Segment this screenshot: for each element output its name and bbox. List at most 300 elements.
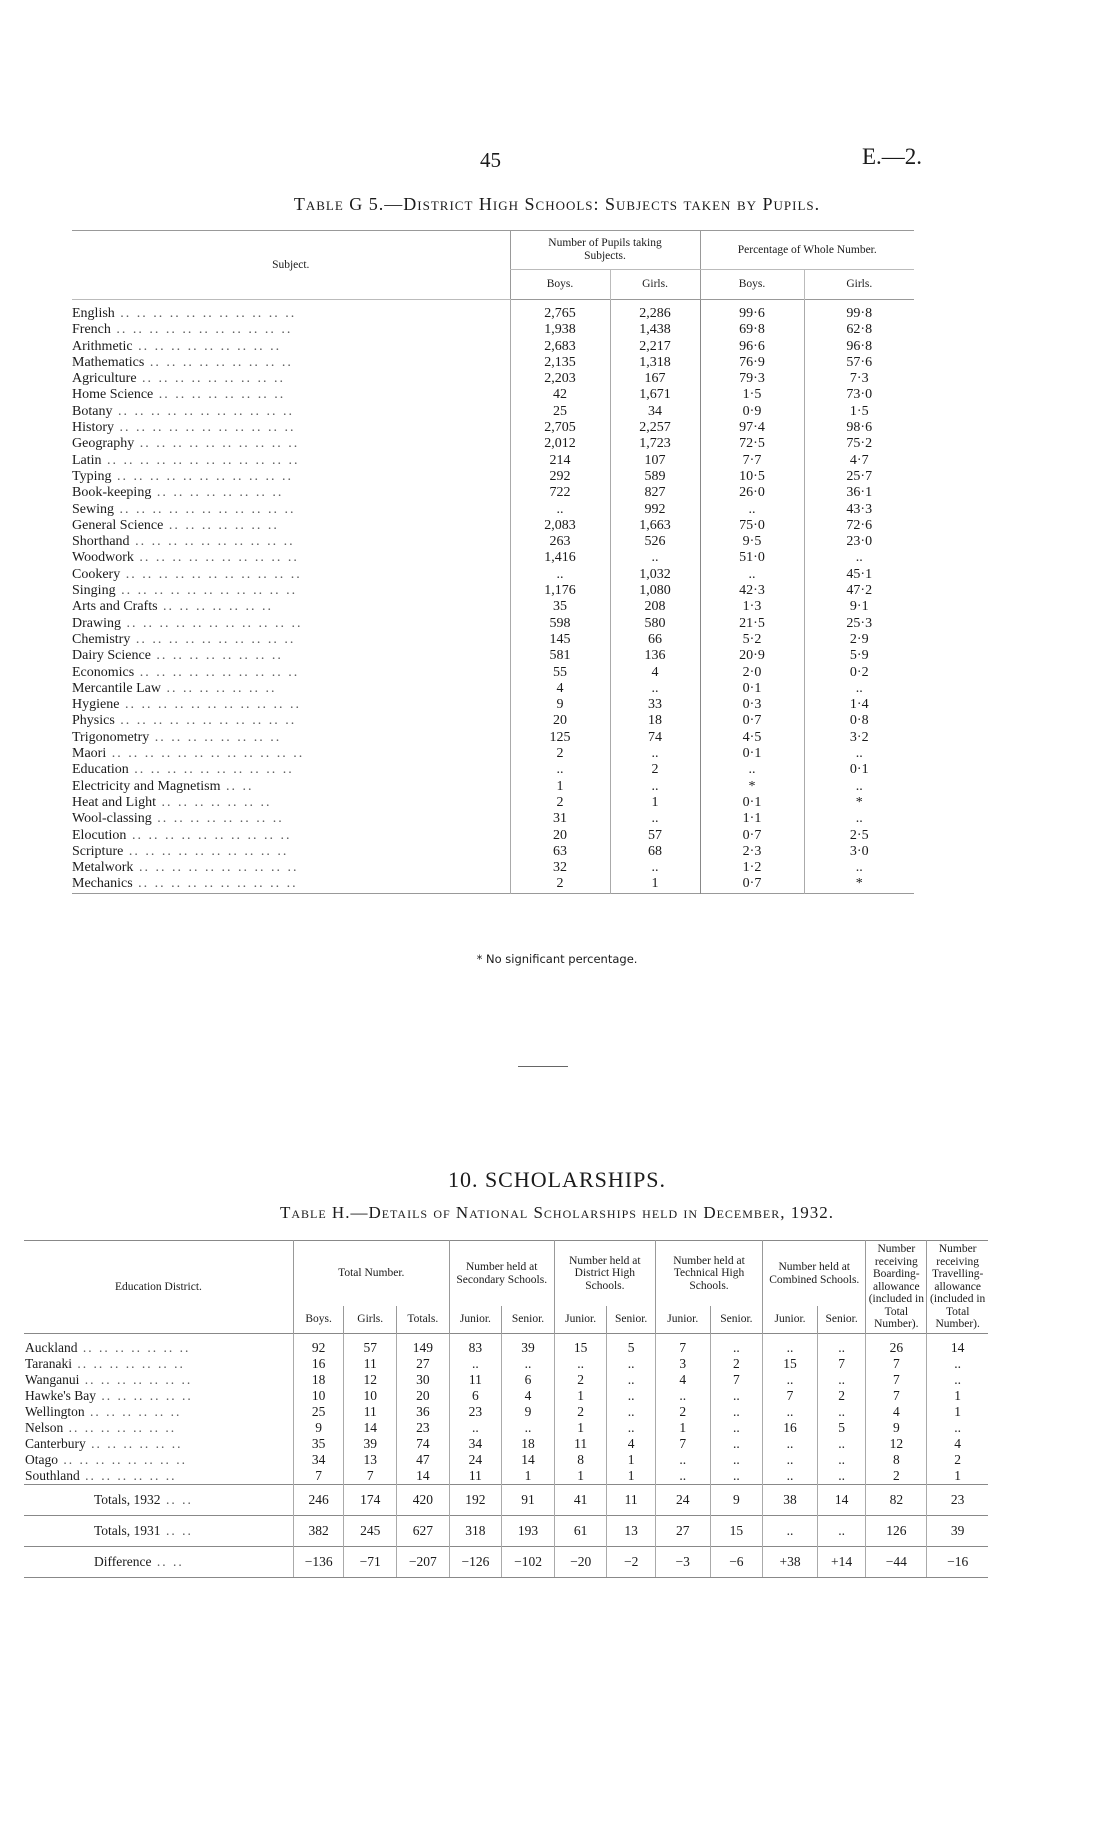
g5-pct-boys: 0·7: [700, 876, 804, 893]
g5-footnote: * No significant percentage.: [476, 952, 638, 966]
h-comb-senior: 5: [817, 1420, 865, 1436]
g5-pct-boys: 5·2: [700, 632, 804, 648]
table-row: [72, 876, 914, 893]
g5-girls: 2,286: [610, 300, 700, 323]
table-row: [72, 697, 914, 713]
h-sec-senior: 91: [502, 1484, 555, 1515]
table-row: [72, 550, 914, 566]
h-sec-junior: −126: [449, 1546, 502, 1577]
g5-pct-boys: 0·3: [700, 697, 804, 713]
g5-subject: Typing .. .. .. .. .. .. .. .. .. .. ..: [72, 468, 293, 484]
g5-header-percentage: Percentage of Whole Number.: [700, 231, 914, 270]
h-travelling: 2: [927, 1452, 988, 1468]
h-district: Totals, 1932 .. ..: [24, 1484, 293, 1515]
g5-pct-boys: *: [700, 779, 804, 795]
h-boys: 382: [293, 1515, 344, 1546]
g5-girls: ..: [610, 550, 700, 566]
table-row: [24, 1404, 988, 1420]
h-totals: 30: [397, 1372, 450, 1388]
h-totals: 420: [397, 1484, 450, 1515]
h-tech-junior: ..: [655, 1468, 710, 1485]
g5-boys: 2,135: [510, 355, 610, 371]
h-comb-senior: ..: [817, 1452, 865, 1468]
g5-header-boys: Boys.: [510, 270, 610, 300]
h-totals: 27: [397, 1356, 450, 1372]
table-row: [72, 583, 914, 599]
h-header-tech-junior: Junior.: [655, 1306, 710, 1333]
g5-pct-boys: 21·5: [700, 616, 804, 632]
h-sec-senior: 9: [502, 1404, 555, 1420]
table-row: [24, 1333, 988, 1356]
h-boys: 18: [293, 1372, 344, 1388]
g5-subject: Home Science .. .. .. .. .. .. .. ..: [72, 387, 286, 403]
h-boys: 246: [293, 1484, 344, 1515]
h-boys: 35: [293, 1436, 344, 1452]
table-row: [72, 665, 914, 681]
h-boarding: −44: [866, 1546, 927, 1577]
g5-subject: Electricity and Magnetism .. ..: [72, 778, 254, 794]
g5-pct-girls: 47·2: [804, 583, 914, 599]
h-header-total: Total Number.: [293, 1241, 449, 1307]
g5-boys: 20: [510, 828, 610, 844]
h-tech-senior: ..: [710, 1404, 763, 1420]
g5-girls: ..: [610, 779, 700, 795]
h-tech-junior: −3: [655, 1546, 710, 1577]
h-dhs-senior: 11: [607, 1484, 655, 1515]
h-sec-senior: 4: [502, 1388, 555, 1404]
g5-girls: 1,318: [610, 355, 700, 371]
g5-pct-girls: 7·3: [804, 371, 914, 387]
table-row: [24, 1436, 988, 1452]
g5-pct-girls: 43·3: [804, 502, 914, 518]
g5-pct-boys: 1·1: [700, 811, 804, 827]
g5-subject: Mercantile Law .. .. .. .. .. .. ..: [72, 680, 277, 696]
h-girls: 57: [344, 1333, 397, 1356]
h-girls: 12: [344, 1372, 397, 1388]
g5-pct-boys: 76·9: [700, 355, 804, 371]
g5-pct-boys: 0·9: [700, 404, 804, 420]
g5-girls: 1,663: [610, 518, 700, 534]
h-boarding: 7: [866, 1356, 927, 1372]
h-header-secondary: Number held at Secondary Schools.: [449, 1241, 554, 1307]
h-comb-junior: 38: [763, 1484, 818, 1515]
g5-girls: 1,671: [610, 387, 700, 403]
g5-girls: ..: [610, 811, 700, 827]
g5-subject: Economics .. .. .. .. .. .. .. .. .. ..: [72, 664, 300, 680]
h-girls: 14: [344, 1420, 397, 1436]
h-comb-junior: 16: [763, 1420, 818, 1436]
h-boys: 7: [293, 1468, 344, 1485]
g5-pct-boys: 1·3: [700, 599, 804, 615]
h-boarding: 12: [866, 1436, 927, 1452]
g5-header-subject: Subject.: [72, 231, 510, 300]
table-row: [24, 1452, 988, 1468]
h-comb-senior: ..: [817, 1515, 865, 1546]
h-tech-junior: 24: [655, 1484, 710, 1515]
g5-boys: ..: [510, 502, 610, 518]
g5-subject: General Science .. .. .. .. .. .. ..: [72, 517, 279, 533]
g5-boys: ..: [510, 762, 610, 778]
h-tech-junior: 2: [655, 1404, 710, 1420]
g5-pct-girls: 2·5: [804, 828, 914, 844]
g5-pct-girls: 3·0: [804, 844, 914, 860]
table-row: [24, 1356, 988, 1372]
g5-pct-boys: ..: [700, 762, 804, 778]
g5-subject: Heat and Light .. .. .. .. .. .. ..: [72, 794, 272, 810]
h-sec-junior: ..: [449, 1356, 502, 1372]
h-sec-senior: 193: [502, 1515, 555, 1546]
h-boarding: 9: [866, 1420, 927, 1436]
h-tech-senior: ..: [710, 1420, 763, 1436]
h-comb-junior: ..: [763, 1515, 818, 1546]
h-sec-junior: 11: [449, 1372, 502, 1388]
h-tech-senior: ..: [710, 1388, 763, 1404]
h-totals: [24, 1484, 988, 1577]
h-district: Difference .. ..: [24, 1546, 293, 1577]
g5-subject: Hygiene .. .. .. .. .. .. .. .. .. .. ..: [72, 697, 301, 713]
g5-subject: Shorthand .. .. .. .. .. .. .. .. .. ..: [72, 534, 295, 550]
g5-boys: 35: [510, 599, 610, 615]
h-sec-senior: 14: [502, 1452, 555, 1468]
table-row: [72, 355, 914, 371]
h-travelling: 1: [927, 1388, 988, 1404]
table-row: [72, 567, 914, 583]
table-row: [24, 1468, 988, 1485]
h-tech-junior: 4: [655, 1372, 710, 1388]
h-travelling: ..: [927, 1420, 988, 1436]
h-sec-junior: 192: [449, 1484, 502, 1515]
h-comb-senior: ..: [817, 1333, 865, 1356]
h-travelling: 14: [927, 1333, 988, 1356]
h-totals: 23: [397, 1420, 450, 1436]
table-row: [24, 1420, 988, 1436]
h-dhs-senior: ..: [607, 1388, 655, 1404]
g5-girls: 4: [610, 665, 700, 681]
g5-pct-girls: 0·8: [804, 713, 914, 729]
g5-boys: ..: [510, 567, 610, 583]
table-row: [72, 762, 914, 778]
h-travelling: 23: [927, 1484, 988, 1515]
h-dhs-junior: 1: [554, 1468, 607, 1485]
h-comb-senior: 7: [817, 1356, 865, 1372]
h-girls: 10: [344, 1388, 397, 1404]
g5-girls: 57: [610, 828, 700, 844]
table-g5: [72, 230, 914, 894]
h-sec-junior: 6: [449, 1388, 502, 1404]
g5-subject: Cookery .. .. .. .. .. .. .. .. .. .. ..: [72, 566, 302, 582]
g5-subject: French .. .. .. .. .. .. .. .. .. .. ..: [72, 322, 293, 338]
g5-pct-boys: 9·5: [700, 534, 804, 550]
g5-pct-boys: ..: [700, 502, 804, 518]
g5-pct-boys: 79·3: [700, 371, 804, 387]
g5-boys: 145: [510, 632, 610, 648]
h-district: Canterbury .. .. .. .. .. ..: [25, 1435, 183, 1451]
h-header-combined: Number held at Combined Schools.: [763, 1241, 866, 1307]
g5-pct-girls: *: [804, 795, 914, 811]
g5-boys: 2,683: [510, 339, 610, 355]
h-district: Auckland .. .. .. .. .. .. ..: [25, 1339, 191, 1355]
h-tech-junior: ..: [655, 1452, 710, 1468]
h-travelling: ..: [927, 1372, 988, 1388]
g5-subject: Dairy Science .. .. .. .. .. .. .. ..: [72, 648, 283, 664]
h-girls: 174: [344, 1484, 397, 1515]
g5-pct-boys: 0·1: [700, 795, 804, 811]
h-sec-senior: ..: [502, 1420, 555, 1436]
h-comb-senior: ..: [817, 1468, 865, 1485]
document-code: E.—2.: [862, 144, 923, 169]
h-district: Taranaki .. .. .. .. .. .. ..: [25, 1355, 185, 1371]
h-dhs-senior: 5: [607, 1333, 655, 1356]
h-comb-senior: ..: [817, 1436, 865, 1452]
g5-girls: 68: [610, 844, 700, 860]
g5-pct-girls: 4·7: [804, 453, 914, 469]
h-district: Southland .. .. .. .. .. ..: [25, 1467, 177, 1483]
g5-subject: Trigonometry .. .. .. .. .. .. .. ..: [72, 729, 282, 745]
g5-girls: 167: [610, 371, 700, 387]
h-dhs-senior: −2: [607, 1546, 655, 1577]
g5-pct-girls: 2·9: [804, 632, 914, 648]
g5-subject: Arts and Crafts .. .. .. .. .. .. ..: [72, 599, 274, 615]
h-boarding: 4: [866, 1404, 927, 1420]
g5-girls: 580: [610, 616, 700, 632]
h-dhs-junior: 15: [554, 1333, 607, 1356]
h-comb-junior: +38: [763, 1546, 818, 1577]
h-totals: 47: [397, 1452, 450, 1468]
g5-pct-boys: 75·0: [700, 518, 804, 534]
g5-boys: 2,083: [510, 518, 610, 534]
h-boys: −136: [293, 1546, 344, 1577]
table-row: [72, 453, 914, 469]
h-totals: 14: [397, 1468, 450, 1485]
g5-boys: 1: [510, 779, 610, 795]
h-district: Wanganui .. .. .. .. .. .. ..: [25, 1371, 193, 1387]
h-header-comb-senior: Senior.: [817, 1306, 865, 1333]
g5-pct-boys: 20·9: [700, 648, 804, 664]
h-travelling: ..: [927, 1356, 988, 1372]
h-comb-senior: 2: [817, 1388, 865, 1404]
g5-pct-girls: ..: [804, 746, 914, 762]
g5-subject: Metalwork .. .. .. .. .. .. .. .. .. ..: [72, 860, 299, 876]
g5-boys: 20: [510, 713, 610, 729]
h-boys: 16: [293, 1356, 344, 1372]
g5-boys: 1,416: [510, 550, 610, 566]
h-comb-senior: 14: [817, 1484, 865, 1515]
g5-girls: 33: [610, 697, 700, 713]
h-sec-junior: 11: [449, 1468, 502, 1485]
g5-boys: 31: [510, 811, 610, 827]
g5-subject: Drawing .. .. .. .. .. .. .. .. .. .. ..: [72, 615, 303, 631]
g5-boys: 214: [510, 453, 610, 469]
g5-subject: Agriculture .. .. .. .. .. .. .. .. ..: [72, 371, 286, 387]
h-sec-junior: 34: [449, 1436, 502, 1452]
g5-boys: 4: [510, 681, 610, 697]
g5-pct-girls: 57·6: [804, 355, 914, 371]
h-boarding: 8: [866, 1452, 927, 1468]
h-tech-junior: 27: [655, 1515, 710, 1546]
h-travelling: 1: [927, 1404, 988, 1420]
table-row: [72, 339, 914, 355]
h-comb-junior: ..: [763, 1333, 818, 1356]
g5-pct-boys: 0·1: [700, 746, 804, 762]
h-boys: 10: [293, 1388, 344, 1404]
g5-pct-girls: *: [804, 876, 914, 893]
g5-subject: Mathematics .. .. .. .. .. .. .. .. ..: [72, 354, 293, 370]
h-comb-junior: ..: [763, 1372, 818, 1388]
h-travelling: 4: [927, 1436, 988, 1452]
g5-girls: 107: [610, 453, 700, 469]
g5-boys: 722: [510, 485, 610, 501]
h-tech-senior: 15: [710, 1515, 763, 1546]
g5-boys: 2,705: [510, 420, 610, 436]
h-dhs-senior: 1: [607, 1452, 655, 1468]
g5-pct-boys: ..: [700, 567, 804, 583]
g5-subject: Woodwork .. .. .. .. .. .. .. .. .. ..: [72, 550, 299, 566]
h-header-boarding: Number receiving Boarding-allowance (included in Total Number).: [866, 1241, 927, 1334]
h-body: [24, 1333, 988, 1484]
table-row: [72, 485, 914, 501]
g5-pct-girls: 25·3: [804, 616, 914, 632]
table-h: [24, 1240, 988, 1578]
g5-pct-boys: 0·7: [700, 828, 804, 844]
h-district: Totals, 1931 .. ..: [24, 1515, 293, 1546]
h-sec-junior: 83: [449, 1333, 502, 1356]
g5-girls: 1: [610, 876, 700, 893]
g5-pct-girls: 73·0: [804, 387, 914, 403]
g5-pct-girls: 96·8: [804, 339, 914, 355]
table-row: [24, 1484, 988, 1515]
g5-pct-boys: 51·0: [700, 550, 804, 566]
g5-boys: 1,938: [510, 322, 610, 338]
h-boys: 25: [293, 1404, 344, 1420]
table-row: [72, 648, 914, 664]
g5-pct-girls: 3·2: [804, 730, 914, 746]
h-tech-senior: ..: [710, 1333, 763, 1356]
h-tech-junior: 7: [655, 1333, 710, 1356]
g5-pct-boys: 69·8: [700, 322, 804, 338]
table-row: [72, 300, 914, 323]
g5-subject: Physics .. .. .. .. .. .. .. .. .. .. ..: [72, 713, 297, 729]
table-row: [72, 779, 914, 795]
h-sec-senior: 18: [502, 1436, 555, 1452]
h-comb-junior: 15: [763, 1356, 818, 1372]
h-boarding: 26: [866, 1333, 927, 1356]
h-dhs-junior: 1: [554, 1388, 607, 1404]
h-tech-junior: 1: [655, 1420, 710, 1436]
g5-pct-girls: 5·9: [804, 648, 914, 664]
g5-subject: Wool-classing .. .. .. .. .. .. .. ..: [72, 811, 284, 827]
g5-girls: 2: [610, 762, 700, 778]
h-totals: 627: [397, 1515, 450, 1546]
g5-girls: 589: [610, 469, 700, 485]
h-girls: 11: [344, 1404, 397, 1420]
h-sec-junior: 318: [449, 1515, 502, 1546]
h-dhs-senior: ..: [607, 1420, 655, 1436]
g5-boys: 2: [510, 876, 610, 893]
g5-girls: 208: [610, 599, 700, 615]
h-comb-junior: ..: [763, 1452, 818, 1468]
g5-girls: ..: [610, 681, 700, 697]
g5-boys: 2: [510, 795, 610, 811]
h-sec-senior: 39: [502, 1333, 555, 1356]
table-row: [72, 713, 914, 729]
g5-pct-boys: 2·3: [700, 844, 804, 860]
h-dhs-junior: 1: [554, 1420, 607, 1436]
h-girls: 245: [344, 1515, 397, 1546]
g5-pct-girls: ..: [804, 550, 914, 566]
h-travelling: 39: [927, 1515, 988, 1546]
g5-boys: 55: [510, 665, 610, 681]
g5-pct-girls: 25·7: [804, 469, 914, 485]
h-comb-junior: ..: [763, 1468, 818, 1485]
g5-pct-boys: 42·3: [700, 583, 804, 599]
g5-boys: 25: [510, 404, 610, 420]
g5-subject: English .. .. .. .. .. .. .. .. .. .. ..: [72, 306, 297, 321]
g5-pct-girls: ..: [804, 811, 914, 827]
table-row: [72, 811, 914, 827]
h-girls: 13: [344, 1452, 397, 1468]
h-boarding: 126: [866, 1515, 927, 1546]
g5-girls: 1,723: [610, 436, 700, 452]
h-header-totals: Totals.: [397, 1306, 450, 1333]
table-row: [72, 404, 914, 420]
h-sec-senior: −102: [502, 1546, 555, 1577]
g5-girls: 2,217: [610, 339, 700, 355]
g5-pct-boys: 2·0: [700, 665, 804, 681]
h-tech-junior: 7: [655, 1436, 710, 1452]
g5-header-girls: Girls.: [610, 270, 700, 300]
g5-girls: ..: [610, 860, 700, 876]
g5-subject: Arithmetic .. .. .. .. .. .. .. .. ..: [72, 338, 282, 354]
g5-girls: 1,080: [610, 583, 700, 599]
table-row: [72, 632, 914, 648]
g5-pct-boys: 96·6: [700, 339, 804, 355]
h-header-dhs-junior: Junior.: [554, 1306, 607, 1333]
h-comb-junior: ..: [763, 1436, 818, 1452]
h-girls: 39: [344, 1436, 397, 1452]
table-row: [72, 860, 914, 876]
h-travelling: −16: [927, 1546, 988, 1577]
h-sec-senior: ..: [502, 1356, 555, 1372]
h-district: Nelson .. .. .. .. .. .. ..: [25, 1419, 177, 1435]
h-tech-junior: ..: [655, 1388, 710, 1404]
g5-pct-boys: 97·4: [700, 420, 804, 436]
g5-girls: 74: [610, 730, 700, 746]
g5-boys: 1,176: [510, 583, 610, 599]
g5-girls: 1: [610, 795, 700, 811]
h-tech-senior: 7: [710, 1372, 763, 1388]
h-dhs-senior: 4: [607, 1436, 655, 1452]
h-header-dhs-senior: Senior.: [607, 1306, 655, 1333]
table-row: [24, 1515, 988, 1546]
h-totals: 149: [397, 1333, 450, 1356]
g5-boys: 42: [510, 387, 610, 403]
g5-pct-boys: 0·1: [700, 681, 804, 697]
g5-pct-boys: 4·5: [700, 730, 804, 746]
g5-pct-girls: ..: [804, 681, 914, 697]
table-row: [72, 795, 914, 811]
h-header-technical: Number held at Technical High Schools.: [655, 1241, 762, 1307]
g5-pct-girls: 9·1: [804, 599, 914, 615]
h-comb-senior: ..: [817, 1404, 865, 1420]
h-header-secondary-senior: Senior.: [502, 1306, 555, 1333]
g5-girls: 2,257: [610, 420, 700, 436]
h-boys: 34: [293, 1452, 344, 1468]
table-row: [72, 469, 914, 485]
table-row: [24, 1546, 988, 1577]
g5-boys: 2,765: [510, 300, 610, 323]
h-sec-junior: 23: [449, 1404, 502, 1420]
g5-pct-girls: 36·1: [804, 485, 914, 501]
